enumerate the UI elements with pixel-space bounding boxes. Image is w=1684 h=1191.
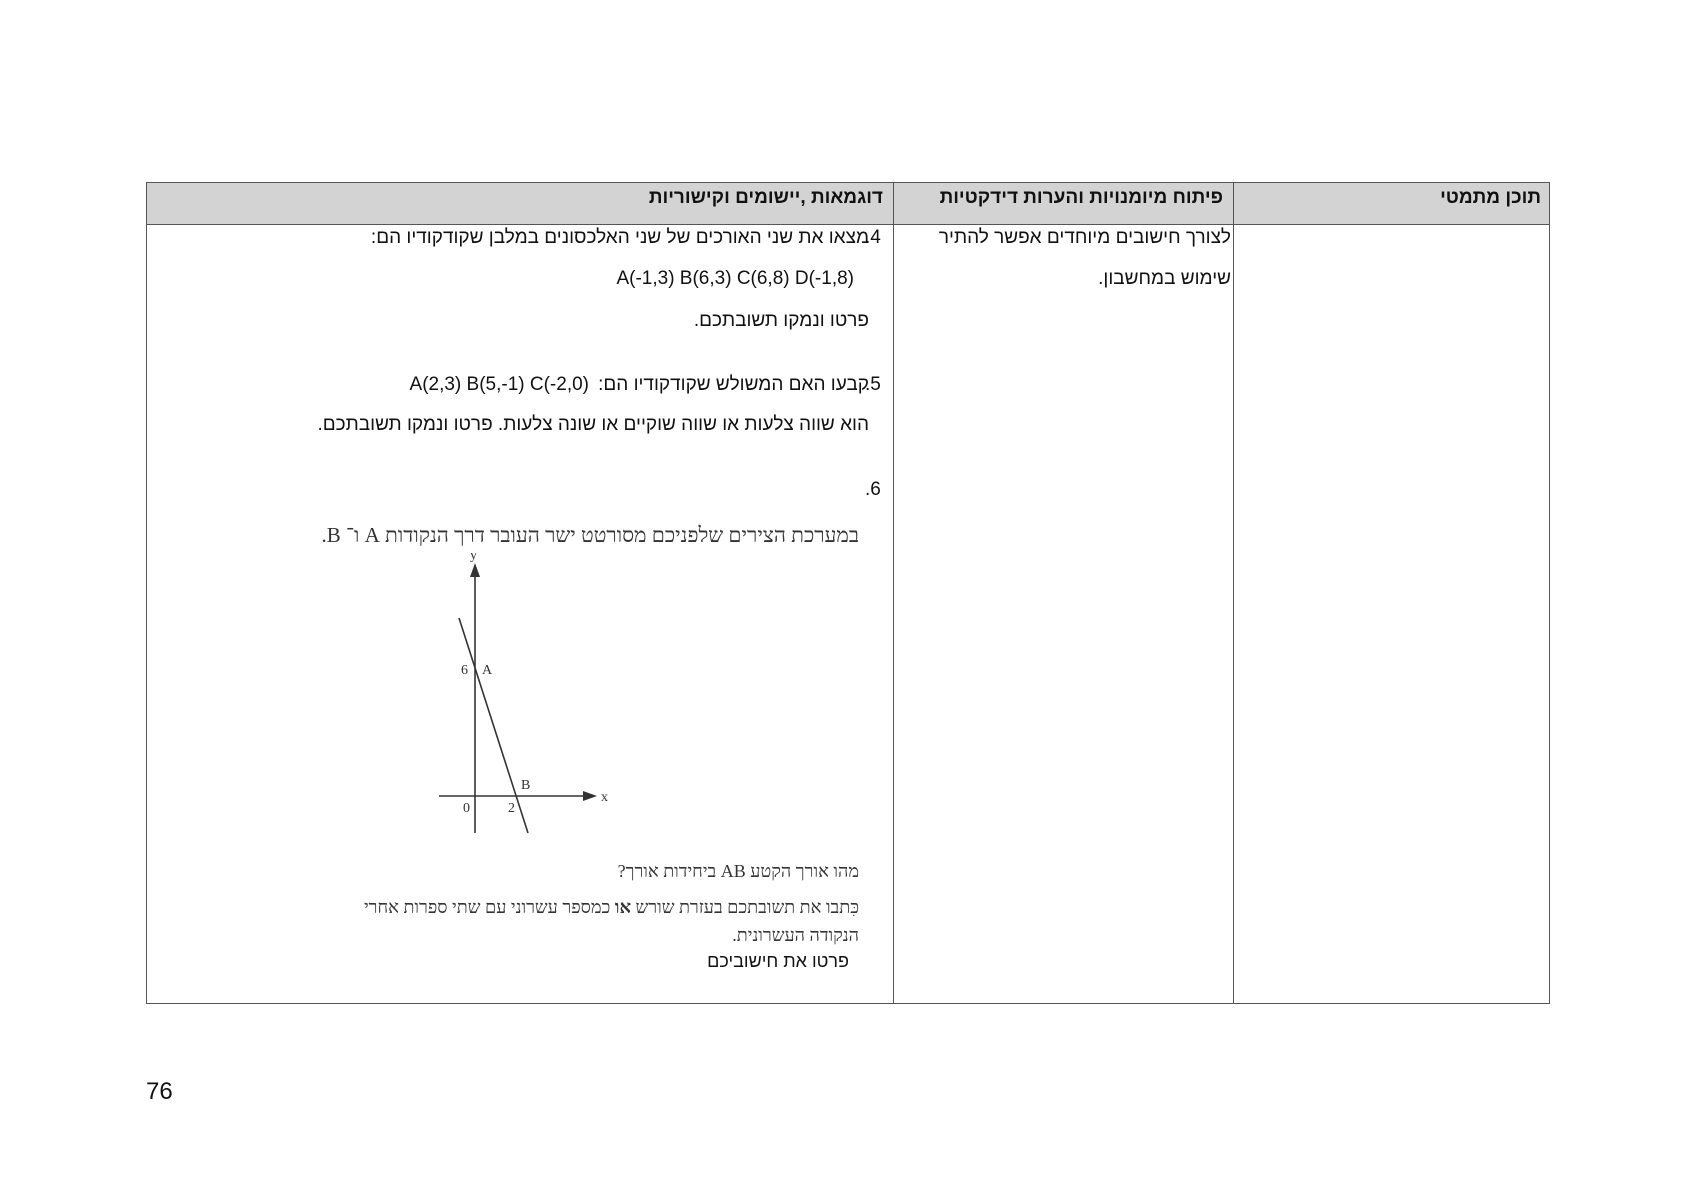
y-axis-arrow <box>470 563 480 577</box>
q5-text: קבעו האם המשולש שקודקודיו הם: <box>598 374 869 395</box>
header-skills-notes: פיתוח מיומנויות והערות דידקטיות <box>939 187 1223 208</box>
column-divider <box>893 183 894 1003</box>
q4-points: A(-1,3) B(6,3) C(6,8) D(-1,8) <box>616 268 854 289</box>
q4-number: .4 <box>865 227 881 248</box>
q6-coordinate-graph <box>437 553 637 843</box>
q6-number: .6 <box>865 479 881 500</box>
y-tick-label: 6 <box>461 663 468 678</box>
q6-write-line2: הנקודה העשרונית. <box>732 925 859 945</box>
q6-write-or: או <box>614 897 632 917</box>
origin-label: 0 <box>463 801 470 816</box>
q5-number: .5 <box>865 374 881 395</box>
q4-text: מצאו את שני האורכים של שני האלכסונים במלבן שקודקודיו הם: <box>370 227 869 248</box>
point-a-label: A <box>482 663 493 678</box>
q5-points: A(2,3) B(5,-1) C(-2,0) <box>409 374 589 395</box>
x-tick-label: 2 <box>508 801 515 816</box>
skills-note-line2: שימוש במחשבון. <box>1098 268 1231 289</box>
y-axis-label: y <box>470 553 477 563</box>
x-axis-arrow <box>583 791 597 801</box>
header-examples: דוגמאות ,יישומים וקישוריות <box>648 187 883 208</box>
column-divider <box>1233 183 1234 1003</box>
q4-instruction: פרטו ונמקו תשובתכם. <box>693 310 869 331</box>
point-b-label: B <box>521 778 531 793</box>
q6-intro: במערכת הצירים שלפניכם מסורטט ישר העובר דרך הנקודות A ו־ B. <box>321 523 859 547</box>
header-math-content: תוכן מתמטי <box>1440 187 1541 208</box>
curriculum-table <box>146 182 1550 1004</box>
q6-question: מהו אורך הקטע AB ביחידות אורך? <box>617 861 859 881</box>
page-number: 76 <box>146 1078 173 1105</box>
skills-note-line1: לצורך חישובים מיוחדים אפשר להתיר <box>938 227 1231 248</box>
q6-write-line1: כִּתבו את תשובתכם בעזרת שורש או כמספר עשרוני עם שתי ספרות אחרי <box>363 897 859 917</box>
x-axis-label: x <box>601 790 608 805</box>
q6-detail: פרטו את חישוביכם <box>707 951 849 971</box>
q5-text2: הוא שווה צלעות או שווה שוקיים או שונה צלעות. פרטו ונמקו תשובתכם. <box>317 414 869 435</box>
